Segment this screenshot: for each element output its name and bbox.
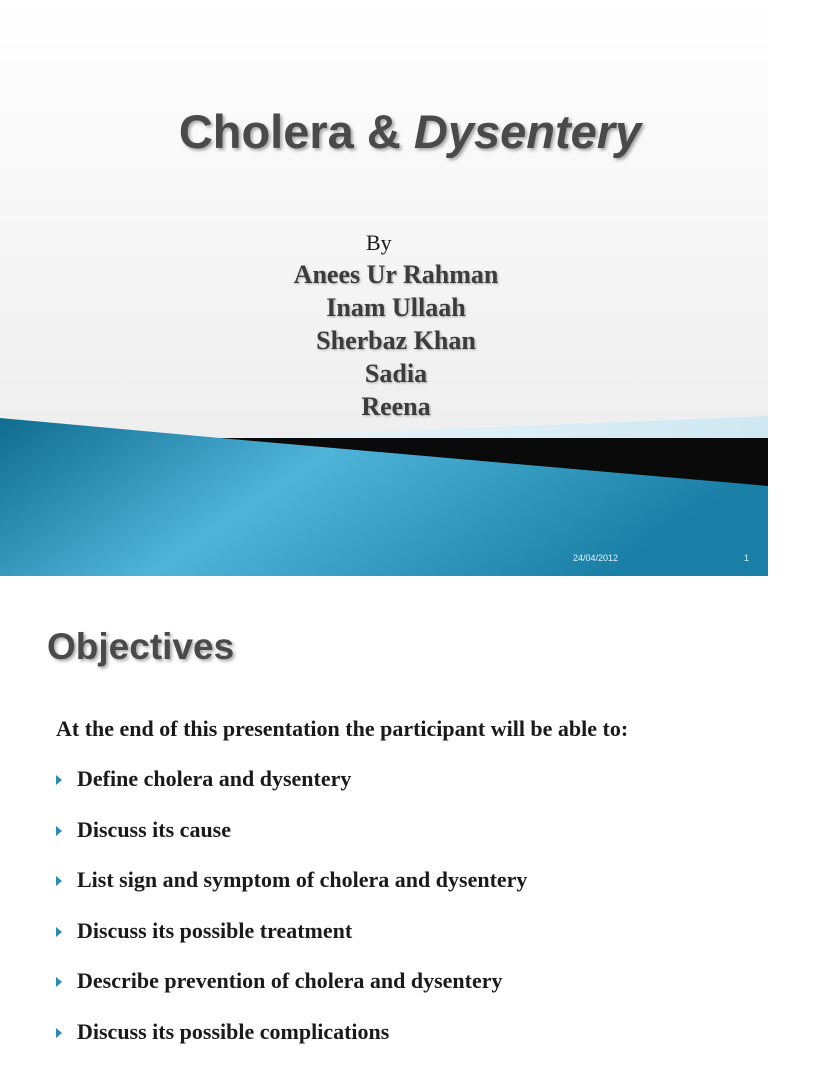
triangle-right-icon bbox=[56, 775, 62, 785]
list-item-text: List sign and symptom of cholera and dysentery bbox=[77, 867, 528, 892]
author-name: Anees Ur Rahman bbox=[293, 260, 499, 289]
slide-title: Objectives bbox=[47, 626, 235, 667]
list-item-text: Discuss its possible complications bbox=[77, 1018, 390, 1044]
slide-date: 24/04/2012 bbox=[573, 553, 619, 563]
byline bbox=[0, 228, 768, 258]
triangle-right-icon bbox=[56, 927, 62, 937]
triangle-right-icon bbox=[56, 876, 62, 886]
list-item-text: Discuss its cause bbox=[77, 816, 232, 842]
author-list bbox=[0, 258, 792, 423]
by-label: By bbox=[366, 230, 392, 255]
list-item-text: Describe prevention of cholera and dysentery bbox=[77, 968, 503, 993]
intro-text: At the end of this presentation the participant will be able to: bbox=[56, 716, 629, 741]
author-name: Reena bbox=[361, 392, 431, 421]
triangle-right-icon bbox=[56, 977, 62, 987]
list-item-text: Discuss its possible treatment bbox=[77, 917, 353, 943]
title-italic-text: Dysentery bbox=[413, 105, 642, 158]
slide-number: 1 bbox=[744, 553, 750, 563]
slide-title bbox=[0, 104, 820, 159]
author-name: Inam Ullaah bbox=[326, 293, 466, 322]
triangle-right-icon bbox=[56, 1028, 62, 1038]
slide-2 bbox=[0, 576, 768, 1044]
decorative-wave-graphic bbox=[0, 410, 768, 576]
title-text: Cholera & bbox=[178, 105, 401, 158]
triangle-right-icon bbox=[56, 826, 62, 836]
author-name: Sadia bbox=[364, 359, 428, 388]
author-name: Sherbaz Khan bbox=[316, 326, 476, 355]
list-item-text: Define cholera and dysentery bbox=[77, 766, 352, 791]
